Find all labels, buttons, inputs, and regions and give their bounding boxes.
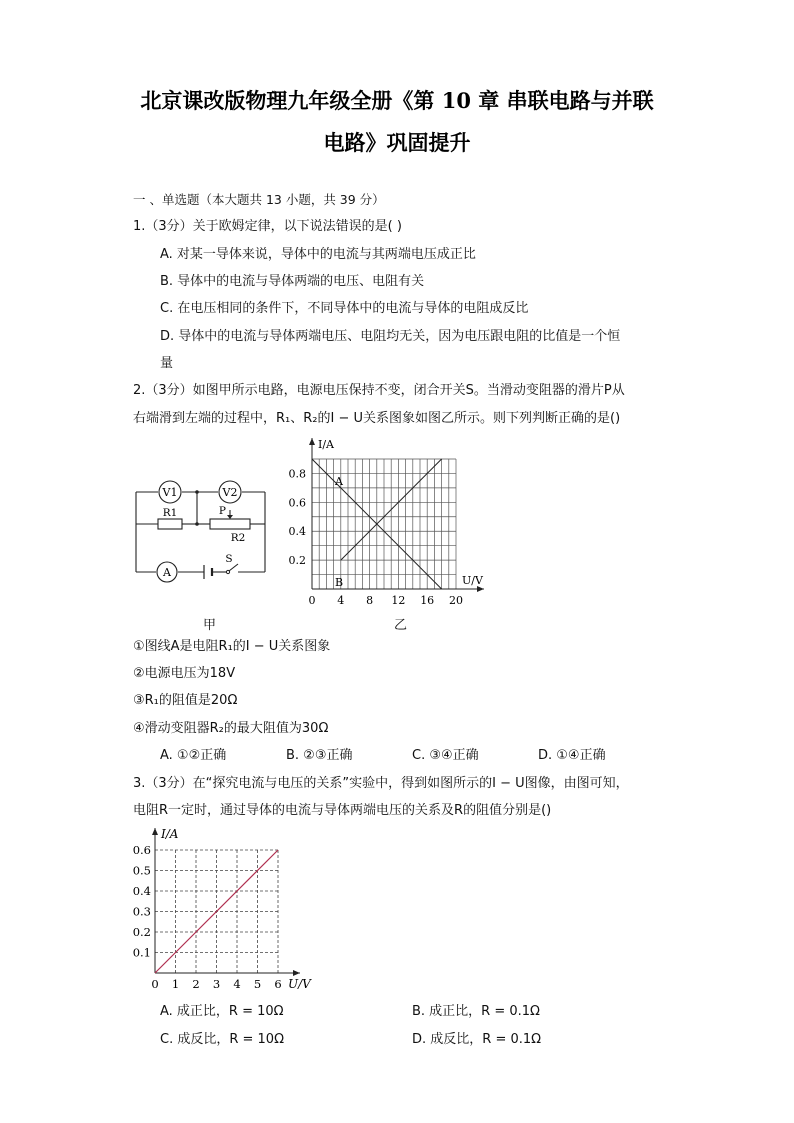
- v1-label: V1: [162, 486, 178, 499]
- x-tick-label: 0: [308, 594, 316, 607]
- q3-stem-line2: 电阻R一定时，通过导体的电流与导体两端电压的关系及R的阻值分别是(): [133, 803, 552, 818]
- x-tick-label: 8: [366, 594, 374, 607]
- switch-blade: [229, 564, 238, 571]
- q2-statement-4: ④滑动变阻器R₂的最大阻值为30Ω: [133, 721, 329, 736]
- resistor-r1: [158, 519, 182, 529]
- q2-statement-3: ③R₁的阻值是20Ω: [133, 693, 238, 708]
- y-tick-label: 0.2: [288, 554, 306, 568]
- q3-choice-a: A. 成正比，R = 10Ω: [160, 1004, 284, 1019]
- x-tick-label: 0: [151, 977, 159, 991]
- q2-choice-c: C. ③④正确: [412, 748, 479, 763]
- x-tick-label: 4: [233, 977, 241, 991]
- junction-dot: [195, 490, 199, 494]
- x-tick-label: 20: [449, 594, 463, 607]
- y-axis-arrow: [309, 438, 315, 445]
- q2-choice-b: B. ②③正确: [286, 748, 353, 763]
- q2-choice-a: A. ①②正确: [160, 748, 227, 763]
- q1-option-b: B. 导体中的电流与导体两端的电压、电阻有关: [160, 274, 425, 289]
- slider-p-label: P: [218, 505, 226, 517]
- x-tick-label: 2: [192, 977, 200, 991]
- circuit-diagram: [128, 474, 273, 584]
- v2-label: V2: [222, 486, 238, 499]
- y-axis-arrow: [152, 828, 158, 835]
- r1-label: R1: [162, 507, 178, 519]
- section-heading: 一 、单选题（本大题共 13 小题，共 39 分）: [133, 192, 385, 207]
- y-tick-label: 0.8: [288, 467, 306, 481]
- q1-option-d: D. 导体中的电流与导体两端电压、电阻均无关，因为电压跟电阻的比值是一个恒: [160, 329, 621, 344]
- q2-choice-d: D. ①④正确: [538, 748, 606, 763]
- iu-graph-q3: [120, 822, 330, 994]
- slider-arrow: [227, 515, 233, 519]
- q2-statement-1: ①图线A是电阻R₁的I − U关系图象: [133, 639, 331, 654]
- y-tick-label: 0.4: [288, 525, 306, 539]
- y-tick-label: 0.6: [132, 843, 151, 857]
- y-tick-label: 0.4: [132, 884, 151, 898]
- junction-dot: [195, 522, 199, 526]
- q3-choice-b: B. 成正比，R = 0.1Ω: [412, 1004, 540, 1019]
- y-tick-label: 0.6: [288, 496, 306, 510]
- y-tick-label: 0.1: [132, 945, 151, 960]
- x-axis-label: U/V: [288, 977, 311, 991]
- x-tick-label: 4: [337, 594, 345, 607]
- y-tick-label: 0.3: [132, 904, 151, 919]
- x-tick-label: 5: [253, 977, 262, 991]
- series-line-iu: [155, 850, 278, 973]
- x-tick-label: 3: [212, 977, 221, 991]
- y-axis-label: I/A: [161, 827, 179, 841]
- ammeter-label: A: [163, 566, 171, 579]
- circuit-caption: 甲: [203, 618, 217, 633]
- q1-option-d-wrap: 量: [160, 356, 174, 371]
- q1-option-a: A. 对某一导体来说，导体中的电流与其两端电压成正比: [160, 247, 476, 262]
- x-axis-arrow: [293, 970, 300, 976]
- x-tick-label: 1: [171, 977, 180, 991]
- x-tick-label: 6: [274, 977, 282, 991]
- curve-b-label: B: [335, 576, 344, 590]
- x-tick-label: 16: [420, 594, 435, 607]
- q1-option-c: C. 在电压相同的条件下，不同导体中的电流与导体的电阻成反比: [160, 301, 529, 316]
- switch-label: S: [225, 553, 233, 565]
- x-axis-label: U/V: [462, 574, 483, 587]
- q3-stem-line1: 3.（3分）在“探究电流与电压的关系”实验中，得到如图所示的I − U图像，由图可知，: [133, 776, 629, 791]
- graph-yi-caption: 乙: [394, 618, 408, 633]
- y-tick-label: 0.2: [132, 925, 151, 939]
- q2-stem-line1: 2.（3分）如图甲所示电路，电源电压保持不变，闭合开关S。当滑动变阻器的滑片P从: [133, 383, 625, 398]
- r2-label: R2: [230, 532, 246, 544]
- x-tick-label: 12: [391, 594, 406, 607]
- q3-choice-c: C. 成反比，R = 10Ω: [160, 1032, 285, 1047]
- curve-a-label: A: [335, 475, 343, 488]
- iu-graph-yi: [280, 430, 500, 610]
- q2-statement-2: ②电源电压为18V: [133, 666, 236, 681]
- q2-stem-line2: 右端滑到左端的过程中，R₁、R₂的I − U关系图象如图乙所示。则下列判断正确的是(): [133, 411, 621, 426]
- y-tick-label: 0.5: [132, 863, 151, 878]
- y-axis-label: I/A: [318, 438, 334, 451]
- q3-choice-d: D. 成反比，R = 0.1Ω: [412, 1032, 542, 1047]
- doc-title-line2: 电路》巩固提升: [323, 130, 471, 155]
- q1-stem: 1.（3分）关于欧姆定律，以下说法错误的是( ): [133, 219, 402, 234]
- doc-title-line1: 北京课改版物理九年级全册《第 10 章 串联电路与并联: [140, 88, 654, 113]
- rheostat-r2: [210, 519, 250, 529]
